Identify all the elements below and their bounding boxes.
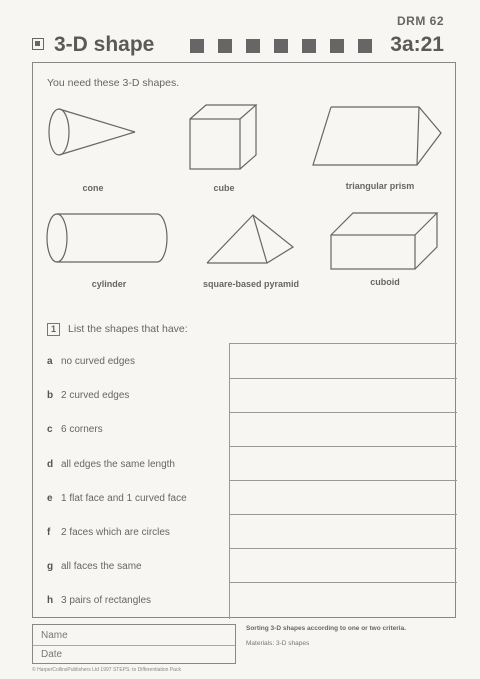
shape-label-cube: cube [213,183,235,193]
header-decoration [190,39,372,53]
question-item: d all edges the same length [47,459,175,470]
cone-icon [45,105,140,159]
shape-label-cone: cone [82,183,104,193]
question-item: a no curved edges [47,356,135,367]
shape-label-cylinder: cylinder [91,279,127,289]
question-heading [47,323,188,336]
name-label: Name [41,630,68,641]
copyright: © HarperCollinsPublishers Ltd 1997 STEPS: to Differentiation Pack [32,667,181,673]
section-icon [32,38,44,50]
cuboid-icon [329,209,441,273]
question-number: 1 [47,323,60,336]
sheet-header [32,34,444,58]
title-code: 3a:21 [390,33,444,56]
question-item: h 3 pairs of rectangles [47,595,152,606]
intro-text: You need these 3-D shapes. [47,77,180,89]
sorting-note: Sorting 3-D shapes according to one or two criteria. [246,625,406,632]
question-item: c 6 corners [47,424,103,435]
worksheet-panel [32,62,456,618]
question-item: g all faces the same [47,561,142,572]
date-label: Date [41,649,63,660]
cube-icon [187,103,259,173]
question-item: f 2 faces which are circles [47,527,170,538]
shape-label-triangular-prism: triangular prism [345,181,415,191]
triangular-prism-icon [311,103,445,169]
question-item: e 1 flat face and 1 curved face [47,493,187,504]
page-title: 3-D shape [54,33,155,56]
cylinder-icon [45,211,171,267]
answer-table [229,343,457,619]
question-text: List the shapes that have: [68,323,188,335]
question-item: b 2 curved edges [47,390,130,401]
name-date-box [32,624,236,664]
shape-label-square-pyramid: square-based pyramid [202,279,300,289]
materials-note: Materials: 3-D shapes [246,640,310,647]
square-pyramid-icon [205,213,297,269]
shape-label-cuboid: cuboid [370,277,400,287]
sheet-code: DRM 62 [396,14,444,28]
